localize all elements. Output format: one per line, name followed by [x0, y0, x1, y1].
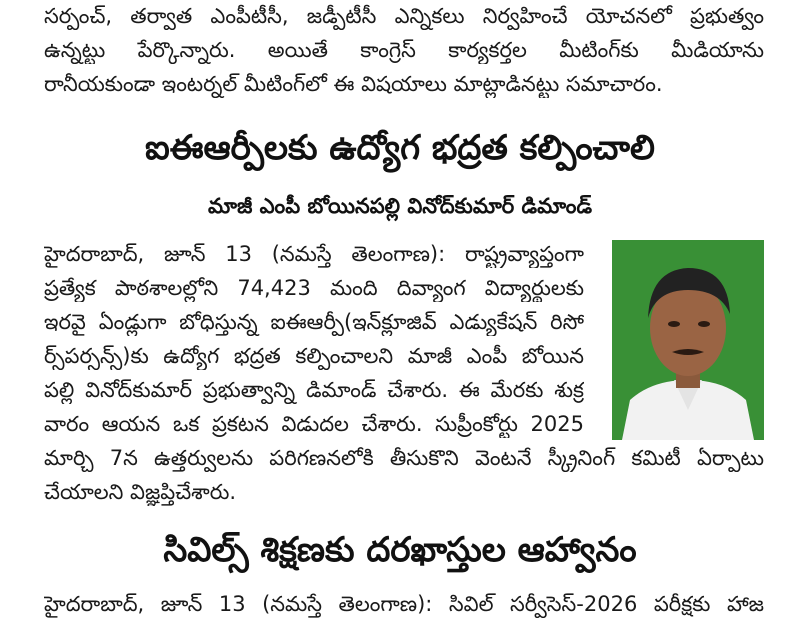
article-body-line: పల్లి వినోద్‌కుమార్ ప్రభుత్వాన్ని డిమాండ్ చేశారు. ఈ మేరకు శుక్ర [44, 378, 584, 402]
portrait-photo [612, 240, 764, 440]
article-body-line: ఇరవై ఏండ్లుగా బోధిస్తున్న ఐఈఆర్పీ(ఇన్‌క్లూజివ్ ఎడ్యుకేషన్ రిసో [44, 310, 584, 334]
article-subheadline: మాజీ ఎంపీ బోయినపల్లి వినోద్‌కుమార్ డిమాండ్ [208, 194, 592, 218]
article-body-line: చేయాలని విజ్ఞప్తిచేశారు. [44, 480, 237, 504]
article-body-line: హైదరాబాద్, జూన్ 13 (నమస్తే తెలంగాణ): సివిల్ సర్వీసెస్-2026 పరీక్షకు హాజ [44, 592, 764, 616]
article-body-line: ర్స్‌పర్సన్స్)కు ఉద్యోగ భద్రత కల్పించాలని మాజీ ఎంపీ బోయిన [44, 344, 584, 368]
article-body-line: వారం ఆయన ఒక ప్రకటన విడుదల చేశారు. సుప్రీంకోర్టు 2025 [44, 412, 584, 436]
paragraph-line: ఉన్నట్టు పేర్కొన్నారు. అయితే కాంగ్రెస్ కార్యకర్తల మీటింగ్‌కు మీడియాను [44, 38, 764, 62]
article-body-line: హైదరాబాద్, జూన్ 13 (నమస్తే తెలంగాణ): రాష్ట్రవ్యాప్తంగా [44, 242, 584, 266]
article-body-line: ప్రత్యేక పాఠశాలల్లోని 74,423 మంది దివ్యాంగ విద్యార్థులకు [44, 276, 584, 300]
article-headline: ఐఈఆర్పీలకు ఉద్యోగ భద్రత కల్పించాలి [145, 128, 655, 168]
article-headline: సివిల్స్ శిక్షణకు దరఖాస్తుల ఆహ్వానం [163, 530, 637, 570]
paragraph-line: రానీయకుండా ఇంటర్నల్ మీటింగ్‌లో ఈ విషయాలు మాట్లాడినట్టు సమాచారం. [44, 72, 663, 96]
paragraph-line: సర్పంచ్, తర్వాత ఎంపీటీసీ, జడ్పీటీసీ ఎన్నికలు నిర్వహించే యోచనలో ప్రభుత్వం [44, 4, 764, 28]
article-body-line: మార్చి 7న ఉత్తర్వులను పరిగణనలోకి తీసుకొని వెంటనే స్క్రీనింగ్ కమిటీ ఏర్పాటు [44, 446, 764, 470]
